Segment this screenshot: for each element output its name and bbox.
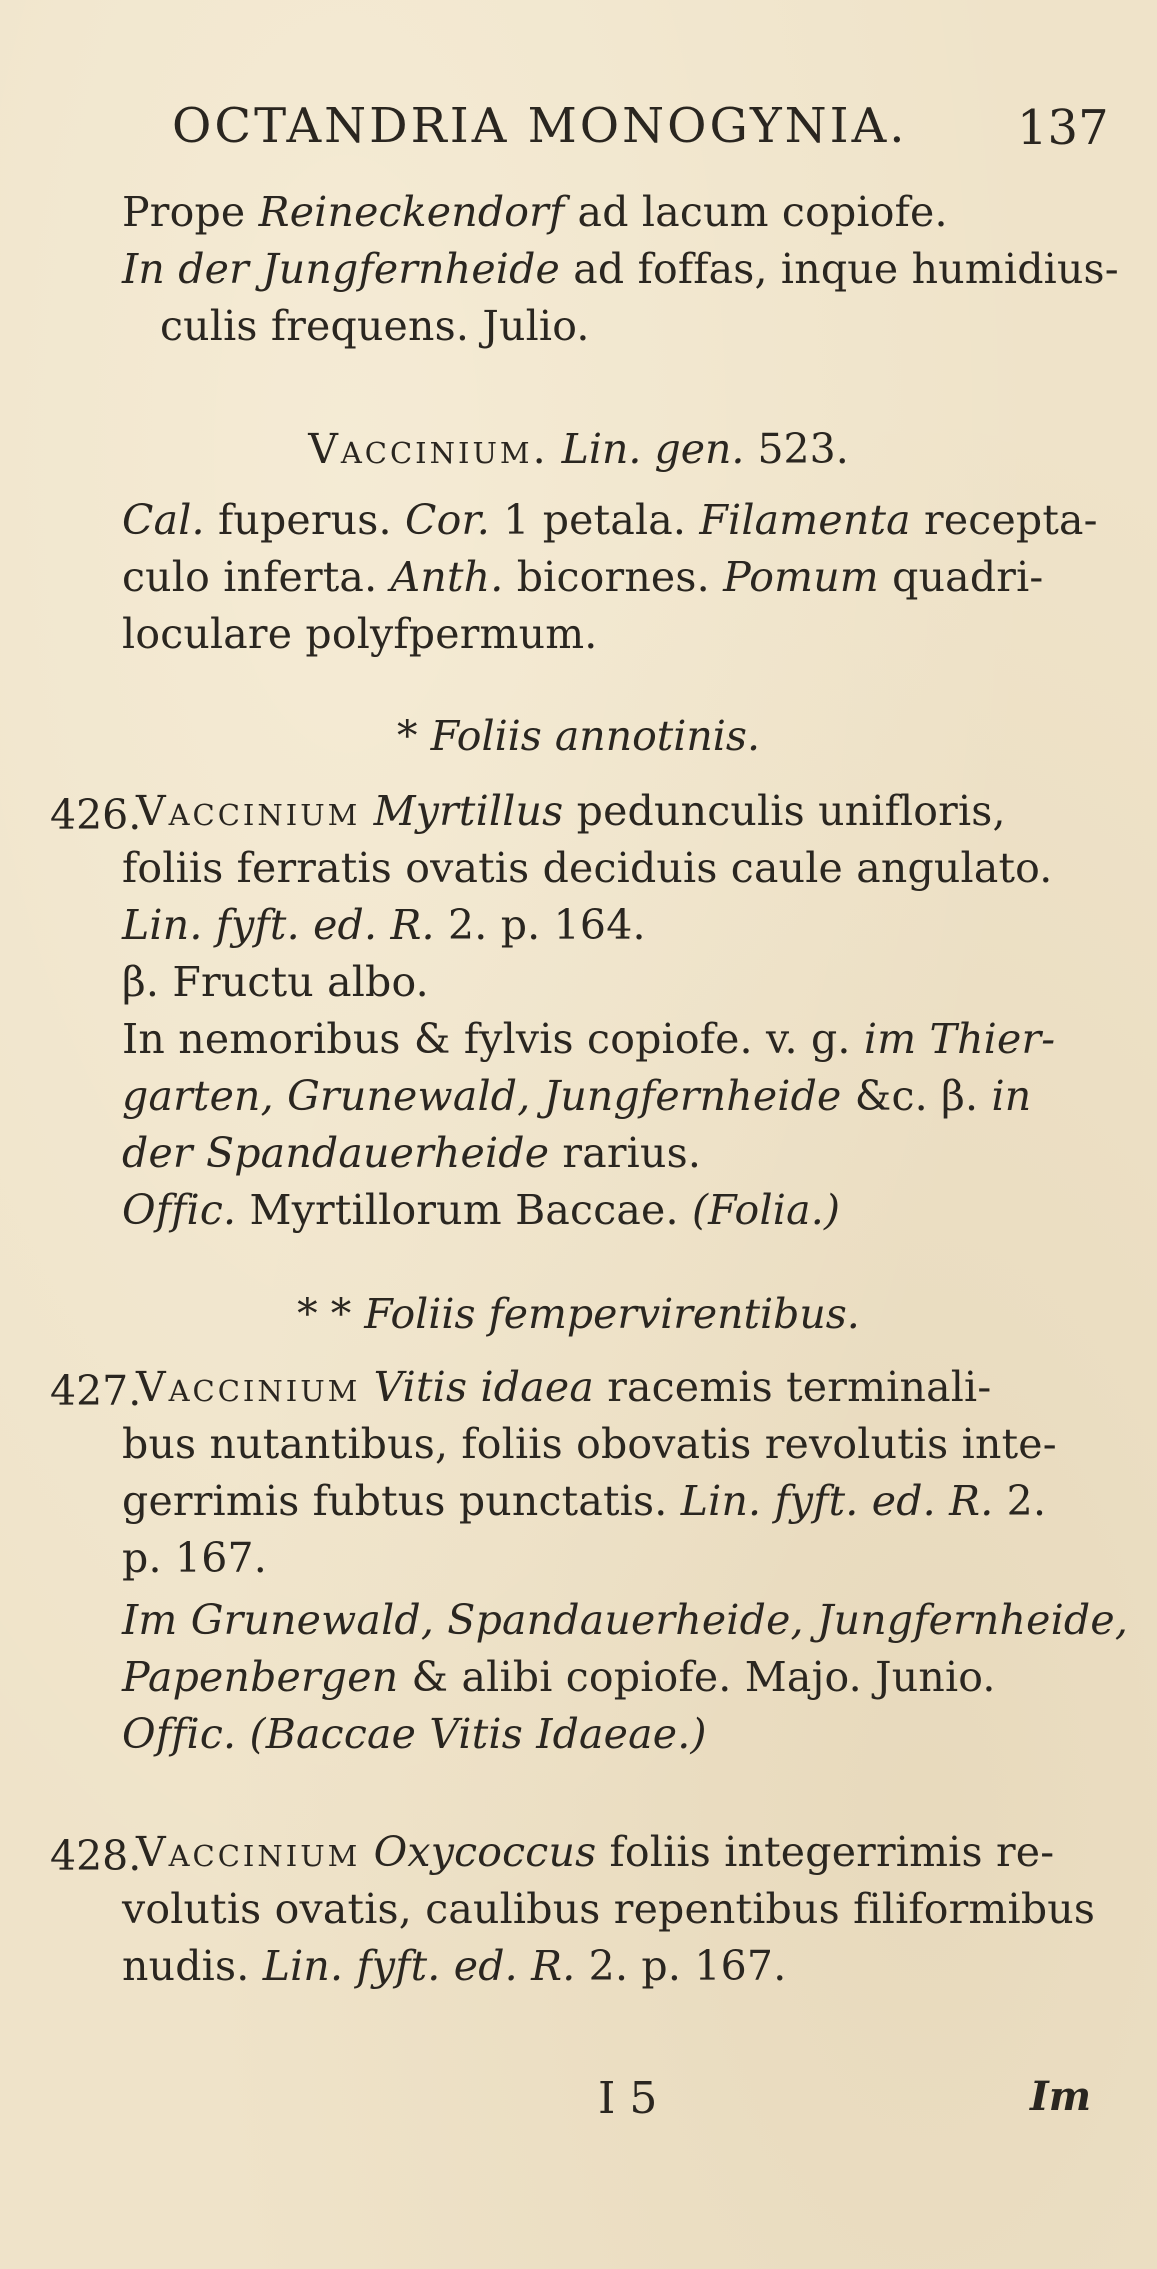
- text-line: [136, 787, 1006, 835]
- text-run: 1 petala.: [489, 496, 700, 544]
- text-run: Myrtillus: [360, 787, 564, 835]
- text-line: [122, 1596, 1129, 1644]
- text-run: (Folia.): [691, 1186, 841, 1234]
- text-line: [122, 1186, 841, 1234]
- text-run: Reineckendorf: [258, 188, 565, 236]
- text-line: [122, 1129, 702, 1177]
- text-run: garten, Grunewald, Jungfernheide: [122, 1072, 842, 1120]
- text-run: 2. p. 167.: [575, 1942, 787, 1990]
- genus-number: 523.: [744, 425, 849, 473]
- text-run: Vaccinium: [136, 787, 361, 835]
- text-run: Vaccinium: [136, 1828, 361, 1876]
- text-line: [122, 1534, 268, 1582]
- signature-mark: I 5: [598, 2073, 658, 2124]
- text-run: der Spandauerheide: [122, 1129, 550, 1177]
- section-heading-fempervirentibus: [0, 1290, 1157, 1338]
- text-run: & alibi copiofe. Majo. Junio.: [398, 1653, 996, 1701]
- text-run: Offic.: [122, 1186, 237, 1234]
- text-run: Prope: [122, 188, 259, 236]
- text-line: [122, 958, 429, 1006]
- asterisk-mark: * *: [297, 1290, 365, 1338]
- text-run: Cal.: [122, 496, 205, 544]
- section-title: Foliis annotinis.: [430, 712, 760, 760]
- text-run: Lin. fyft. ed. R.: [262, 1942, 576, 1990]
- genus-name: Vaccinium.: [308, 425, 549, 473]
- text-run: β. Fructu albo.: [122, 958, 429, 1006]
- text-run: Vitis idaea: [360, 1363, 594, 1411]
- text-run: foliis ferratis ovatis deciduis caule angulato.: [122, 844, 1053, 892]
- text-run: volutis ovatis, caulibus repentibus filiformibus: [122, 1885, 1096, 1933]
- text-run: ad foffas, inque humidius-: [560, 245, 1119, 293]
- text-run: Vaccinium: [136, 1363, 361, 1411]
- entry-number: 428.: [50, 1832, 142, 1880]
- text-run: 2. p. 164.: [434, 901, 646, 949]
- text-line: [122, 1653, 996, 1701]
- text-run: nudis.: [122, 1942, 263, 1990]
- text-line: [122, 245, 1119, 293]
- text-run: fuperus.: [204, 496, 405, 544]
- page-header: [0, 98, 1157, 158]
- text-run: Lin. fyft. ed. R.: [122, 901, 435, 949]
- text-run: bicornes.: [503, 553, 724, 601]
- text-run: loculare polyfpermum.: [122, 610, 598, 658]
- text-line: [122, 1477, 1047, 1525]
- text-line: [122, 844, 1053, 892]
- text-run: Im Grunewald, Spandauerheide, Jungfernheide,: [122, 1596, 1129, 1644]
- text-run: in: [991, 1072, 1032, 1120]
- text-run: bus nutantibus, foliis obovatis revolutis inte-: [122, 1420, 1057, 1468]
- text-line: [122, 1710, 707, 1758]
- text-run: ad lacum copiofe.: [564, 188, 948, 236]
- text-line: [122, 1942, 787, 1990]
- text-run: In der Jungfernheide: [122, 245, 561, 293]
- text-line: [136, 1363, 992, 1411]
- text-run: im Thier-: [863, 1015, 1056, 1063]
- genus-reference: Lin. gen.: [561, 425, 745, 473]
- text-run: Cor.: [405, 496, 490, 544]
- text-run: p. 167.: [122, 1534, 268, 1582]
- text-run: Myrtillorum Baccae.: [236, 1186, 692, 1234]
- text-line: [122, 610, 598, 658]
- text-line: [160, 302, 590, 350]
- entry-number: 426.: [50, 791, 142, 839]
- section-heading-annotinis: [0, 712, 1157, 760]
- text-run: Lin. fyft. ed. R.: [680, 1477, 994, 1525]
- text-run: foliis integerrimis re-: [596, 1828, 1055, 1876]
- text-run: Offic. (Baccae Vitis Idaeae.): [122, 1710, 707, 1758]
- text-line: [122, 1072, 1032, 1120]
- catchword: Im: [1030, 2073, 1092, 2120]
- genus-heading: [0, 425, 1157, 473]
- page-number: 137: [1017, 100, 1109, 156]
- text-run: In nemoribus & fylvis copiofe. v. g.: [122, 1015, 864, 1063]
- text-run: rarius.: [549, 1129, 702, 1177]
- text-run: &c. β.: [841, 1072, 992, 1120]
- text-run: culis frequens. Julio.: [160, 302, 590, 350]
- text-run: culo inferta.: [122, 553, 391, 601]
- section-title: Foliis fempervirentibus.: [364, 1290, 860, 1338]
- text-run: Papenbergen: [122, 1653, 399, 1701]
- text-line: [122, 553, 1044, 601]
- text-run: Filamenta: [699, 496, 911, 544]
- text-line: [122, 1885, 1096, 1933]
- asterisk-mark: *: [397, 712, 431, 760]
- text-run: recepta-: [910, 496, 1098, 544]
- text-run: pedunculis unifloris,: [563, 787, 1006, 835]
- text-line: [122, 901, 646, 949]
- entry-number: 427.: [50, 1367, 142, 1415]
- text-run: Anth.: [390, 553, 504, 601]
- text-run: quadri-: [878, 553, 1044, 601]
- text-run: 2.: [993, 1477, 1047, 1525]
- text-line: [122, 188, 948, 236]
- text-run: Pomum: [723, 553, 879, 601]
- text-run: racemis terminali-: [593, 1363, 992, 1411]
- text-line: [136, 1828, 1055, 1876]
- text-run: gerrimis fubtus punctatis.: [122, 1477, 681, 1525]
- text-line: [122, 496, 1098, 544]
- text-run: Oxycoccus: [360, 1828, 597, 1876]
- running-head: OCTANDRIA MONOGYNIA.: [172, 98, 908, 154]
- text-line: [122, 1420, 1057, 1468]
- text-line: [122, 1015, 1056, 1063]
